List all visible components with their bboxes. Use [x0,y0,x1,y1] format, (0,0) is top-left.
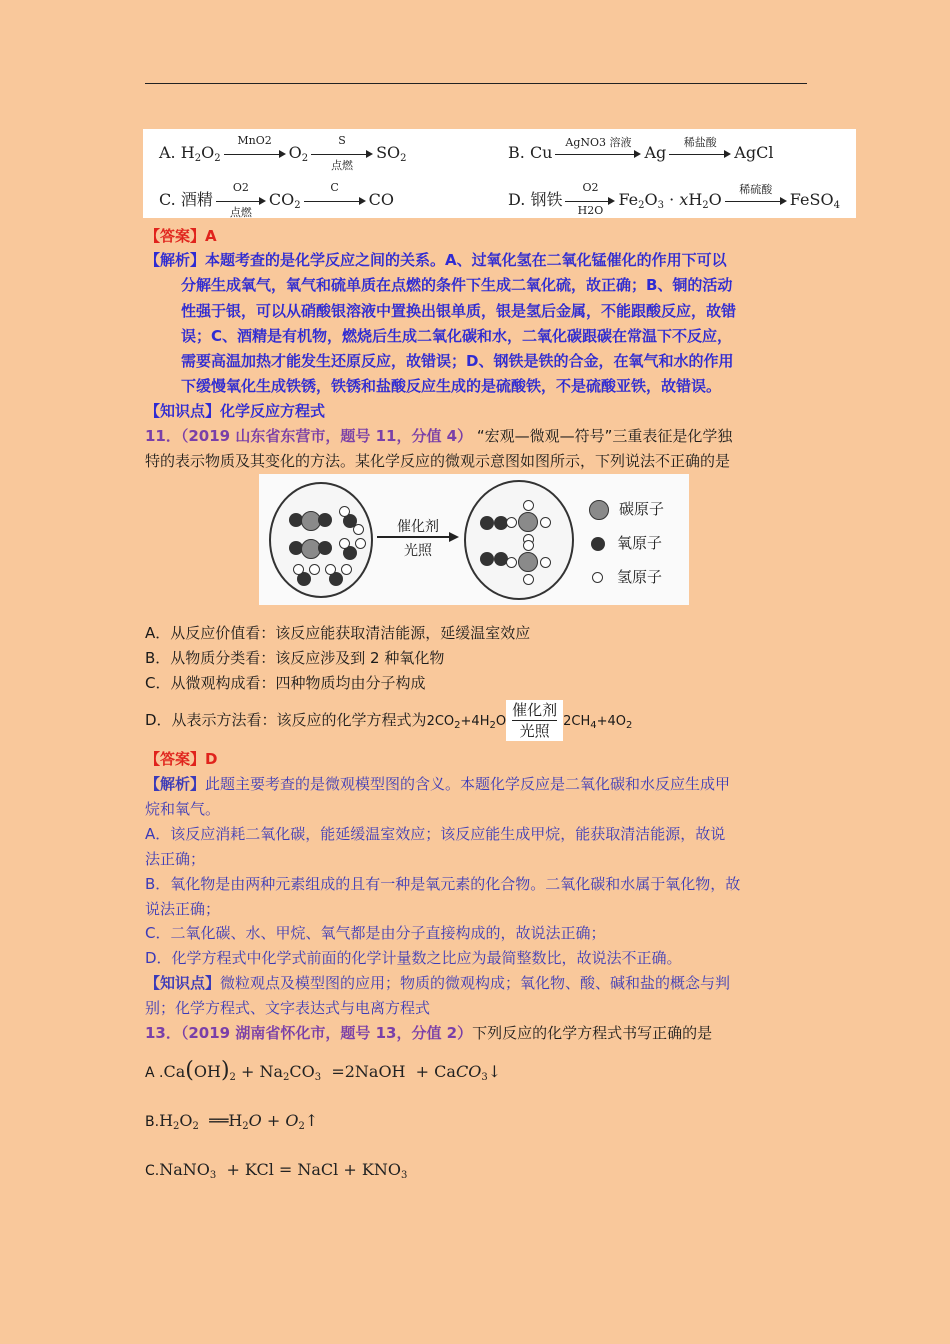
diagram-legend [589,492,664,594]
micro-reaction-diagram [259,474,689,605]
q11-analysis-line-6: 说法正确； [145,900,221,918]
q11-analysis-line-5: B．氧化物是由两种元素组成的且有一种是氧元素的化合物。二氧化碳和水属于氧化物，故 [145,875,741,893]
header-rule [145,83,807,84]
q10-analysis-line-6: 下缓慢氧化生成铁锈，铁锈和盐酸反应生成的是硫酸铁，不是硫酸亚铁，故错误。 [181,377,722,395]
arrow-catalyst-label: 催化剂 [397,519,439,535]
arrow-light-label: 光照 [404,543,432,559]
q11-knowledge-line-2: 别；化学方程式、文字表达式与电离方程式 [145,999,431,1017]
q10-analysis-line-2: 分解生成氧气，氧气和硫单质在点燃的条件下生成二氧化硫，故正确；B、铜的活动 [181,276,733,294]
q10-analysis-line-3: 性强于银，可以从硝酸银溶液中置换出银单质，银是氢后金属，不能跟酸反应，故错 [181,302,737,320]
q11-analysis-line-1: 【解析】此题主要考查的是微观模型图的含义。本题化学反应是二氧化碳和水反应生成甲 [145,775,731,793]
q10-analysis-line-4: 误；C、酒精是有机物，燃烧后生成二氧化碳和水，二氧化碳跟碳在常温下不反应， [181,327,733,345]
legend-oxygen: 氧原子 [617,534,663,552]
reaction-condition: 催化剂 光照 [506,700,563,741]
q13-stem: 13．（2019 湖南省怀化市，题号 13，分值 2）下列反应的化学方程式书写正确的是 [145,1024,713,1042]
q11-option-c: C．从微观构成看：四种物质均由分子构成 [145,674,426,692]
q13-option-b: $B.H_2O_2$ $══H_2O$ + $O_2↑$ [145,1111,319,1132]
option-d-reaction: D. 钢铁 O2 H2O $Fe_2O_3 \cdot xH_2O$ 稀硫酸 FeSO$_4$ [508,180,840,217]
q11-option-b: B．从物质分类看：该反应涉及到 2 种氧化物 [145,649,445,667]
q11-analysis-line-2: 烷和氧气。 [145,800,221,818]
option-b-reaction: B. Cu AgNO3 溶液 Ag 稀盐酸 AgCl [508,135,774,162]
products-circle [464,480,574,600]
reactants-circle [269,482,373,598]
option-a-reaction: A. $H_2O_2$ MnO2 $O_2$ S 点燃 $SO_2$ [159,133,407,172]
q11-stem-line-2: 特的表示物质及其变化的方法。某化学反应的微观示意图如图所示，下列说法不正确的是 [145,452,731,470]
reaction-arrow [377,516,459,559]
q11-analysis-line-7: C．二氧化碳、水、甲烷、氧气都是由分子直接构成的，故说法正确； [145,924,606,942]
q10-answer: 【答案】A [145,227,217,245]
q11-analysis-line-3: A．该反应消耗二氧化碳，能延缓温室效应；该反应能生成甲烷，能获取清洁能源，故说 [145,825,726,843]
q11-answer: 【答案】D [145,750,218,768]
legend-hydrogen: 氢原子 [617,568,663,586]
q10-knowledge-point: 【知识点】化学反应方程式 [145,402,326,420]
legend-carbon: 碳原子 [619,500,665,518]
q10-analysis-line-1: 【解析】本题考查的是化学反应之间的关系。A、过氧化氢在二氧化锰催化的作用下可以 [145,251,727,269]
q13-option-c: C.NaNO$_3$ + KCl = NaCl + $KNO_3$ [145,1160,408,1181]
reaction-options-box [143,129,856,218]
q11-option-d: D．从表示方法看：该反应的化学方程式为$2CO_2+4H_2O$ 催化剂 光照 $2CH_4+4O_2$ [145,701,633,740]
q13-option-a: A $.Ca(OH)_2 + Na_2CO_3$ =2NaOH + CaCO$_3$↓ [145,1058,502,1083]
q10-analysis-line-5: 需要高温加热才能发生还原反应，故错误；D、钢铁是铁的合金，在氧气和水的作用 [181,352,734,370]
q11-analysis-line-4: 法正确； [145,850,206,868]
q11-analysis-line-8: D．化学方程式中化学式前面的化学计量数之比应为最简整数比，故说法不正确。 [145,949,682,967]
q11-knowledge-line-1: 【知识点】微粒观点及模型图的应用；物质的微观构成；氧化物、酸、碱和盐的概念与判 [145,974,731,992]
option-c-reaction: C. 酒精 O2 点燃 $CO_2$ C CO [159,180,394,219]
q11-option-a: A．从反应价值看：该反应能获取清洁能源，延缓温室效应 [145,624,531,642]
q11-stem-line-1: 11．（2019 山东省东营市，题号 11，分值 4） “宏观—微观—符号”三重表征是化学独 [145,427,733,445]
